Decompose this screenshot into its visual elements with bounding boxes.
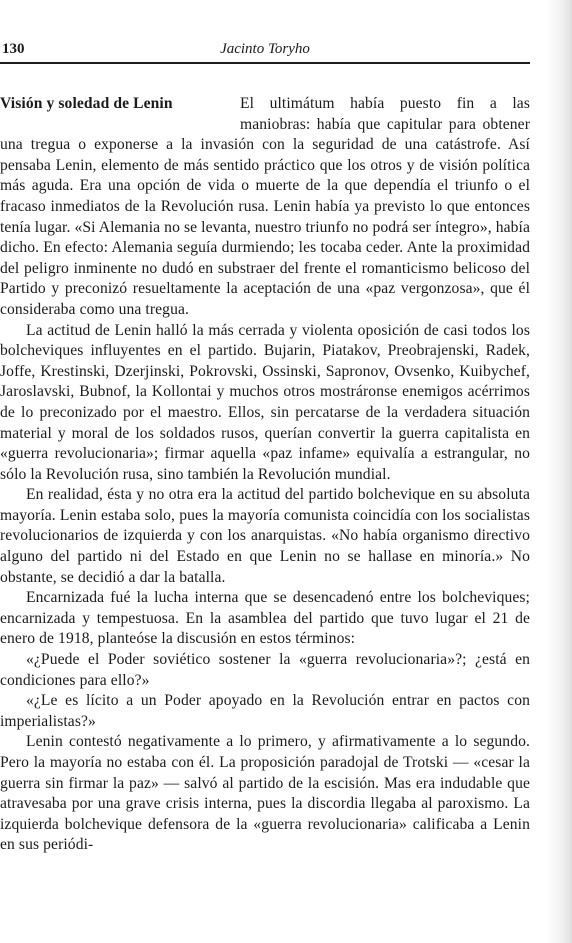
paragraph-1: El ultimátum había puesto fin a las maniobras: había que capitular para obtener una tregua o exponerse a la invasión con la seguridad de una catástrofe. Así pensaba Lenin, elemento de más sentido práctico que los otros y de visión política más aguda. Era una opción de vida o muerte de la que dependía el triunfo o el fracaso inmediatos de la Revolución rusa. Lenin había ya previsto lo que entonces tenía lugar. «Si Alemania no se levanta, nuestro triunfo no podrá ser íntegro», había dicho. En efecto: Alemania seguía durmiendo; les tocaba ceder. Ante la proximidad del peligro inminente no dudó en substraer del frente el romanticismo belicoso del Partido y preconizó resueltamente la aceptación de una «paz vergonzosa», que él consideraba como una tregua. xyxy=(0,95,530,318)
paragraph-5: «¿Puede el Poder soviético sostener la «guerra revolucionaria»?; ¿está en condiciones para ello?» xyxy=(0,651,530,689)
running-title: Jacinto Toryho xyxy=(220,41,310,57)
paragraph-3: En realidad, ésta y no otra era la actitud del partido bolchevique en su absoluta mayoría. Lenin estaba solo, pues la mayoría comunista coincidía con los socialistas revolucionarios de izquierda y con los anarquistas. «No había organismo directivo alguno del partido ni del Estado en que Lenin no se hallase en minoría.» No obstante, se decidió a dar la batalla. xyxy=(0,486,530,586)
section-heading: Visión y soledad de Lenin xyxy=(0,95,173,112)
paragraph-2: La actitud de Lenin halló la más cerrada y violenta oposición de casi todos los bolcheviques influyentes en el partido. Bujarin, Piatakov, Preobrajenski, Radek, Joffe, Krestinski, Dzerjinski, Pokrovski, Ossinski, Sapronov, Ovsenko, Kuibychef, Jaroslavski, Bubnof, la Kollontai y muchos otros mostráronse enemigos acérrimos de lo preconizado por el maestro. Ellos, sin percatarse de la verdadera situación material y moral de los soldados rusos, querían convertir la guerra capitalista en «guerra revolucionaria»; firmar aquella «paz infame» equivalía a estrangular, no sólo la Revolución rusa, sino también la Revolución mundial. xyxy=(0,321,530,483)
body-text xyxy=(0,94,530,856)
page-number: 130 xyxy=(2,41,25,57)
header-rule xyxy=(0,62,530,64)
paragraph-6: «¿Le es lícito a un Poder apoyado en la Revolución entrar en pactos con imperialistas?» xyxy=(0,692,530,730)
page-edge-shadow xyxy=(546,0,572,943)
page-header xyxy=(0,38,530,60)
paragraph-4: Encarnizada fué la lucha interna que se desencadenó entre los bolcheviques; encarnizada y tempestuosa. En la asamblea del partido que tuvo lugar el 21 de enero de 1918, planteóse la discusión en estos términos: xyxy=(0,589,530,648)
paragraph-7: Lenin contestó negativamente a lo primero, y afirmativamente a lo segundo. Pero la mayoría no estaba con él. La proposición paradojal de Trotski — «cesar la guerra sin firmar la paz» — salvó al partido de la escisión. Mas era indudable que atravesaba por una grave crisis interna, pues la discordia llegaba al paroxismo. La izquierda bolchevique defensora de la «guerra revolucionaria» calificaba a Lenin en sus periódi- xyxy=(0,733,530,854)
